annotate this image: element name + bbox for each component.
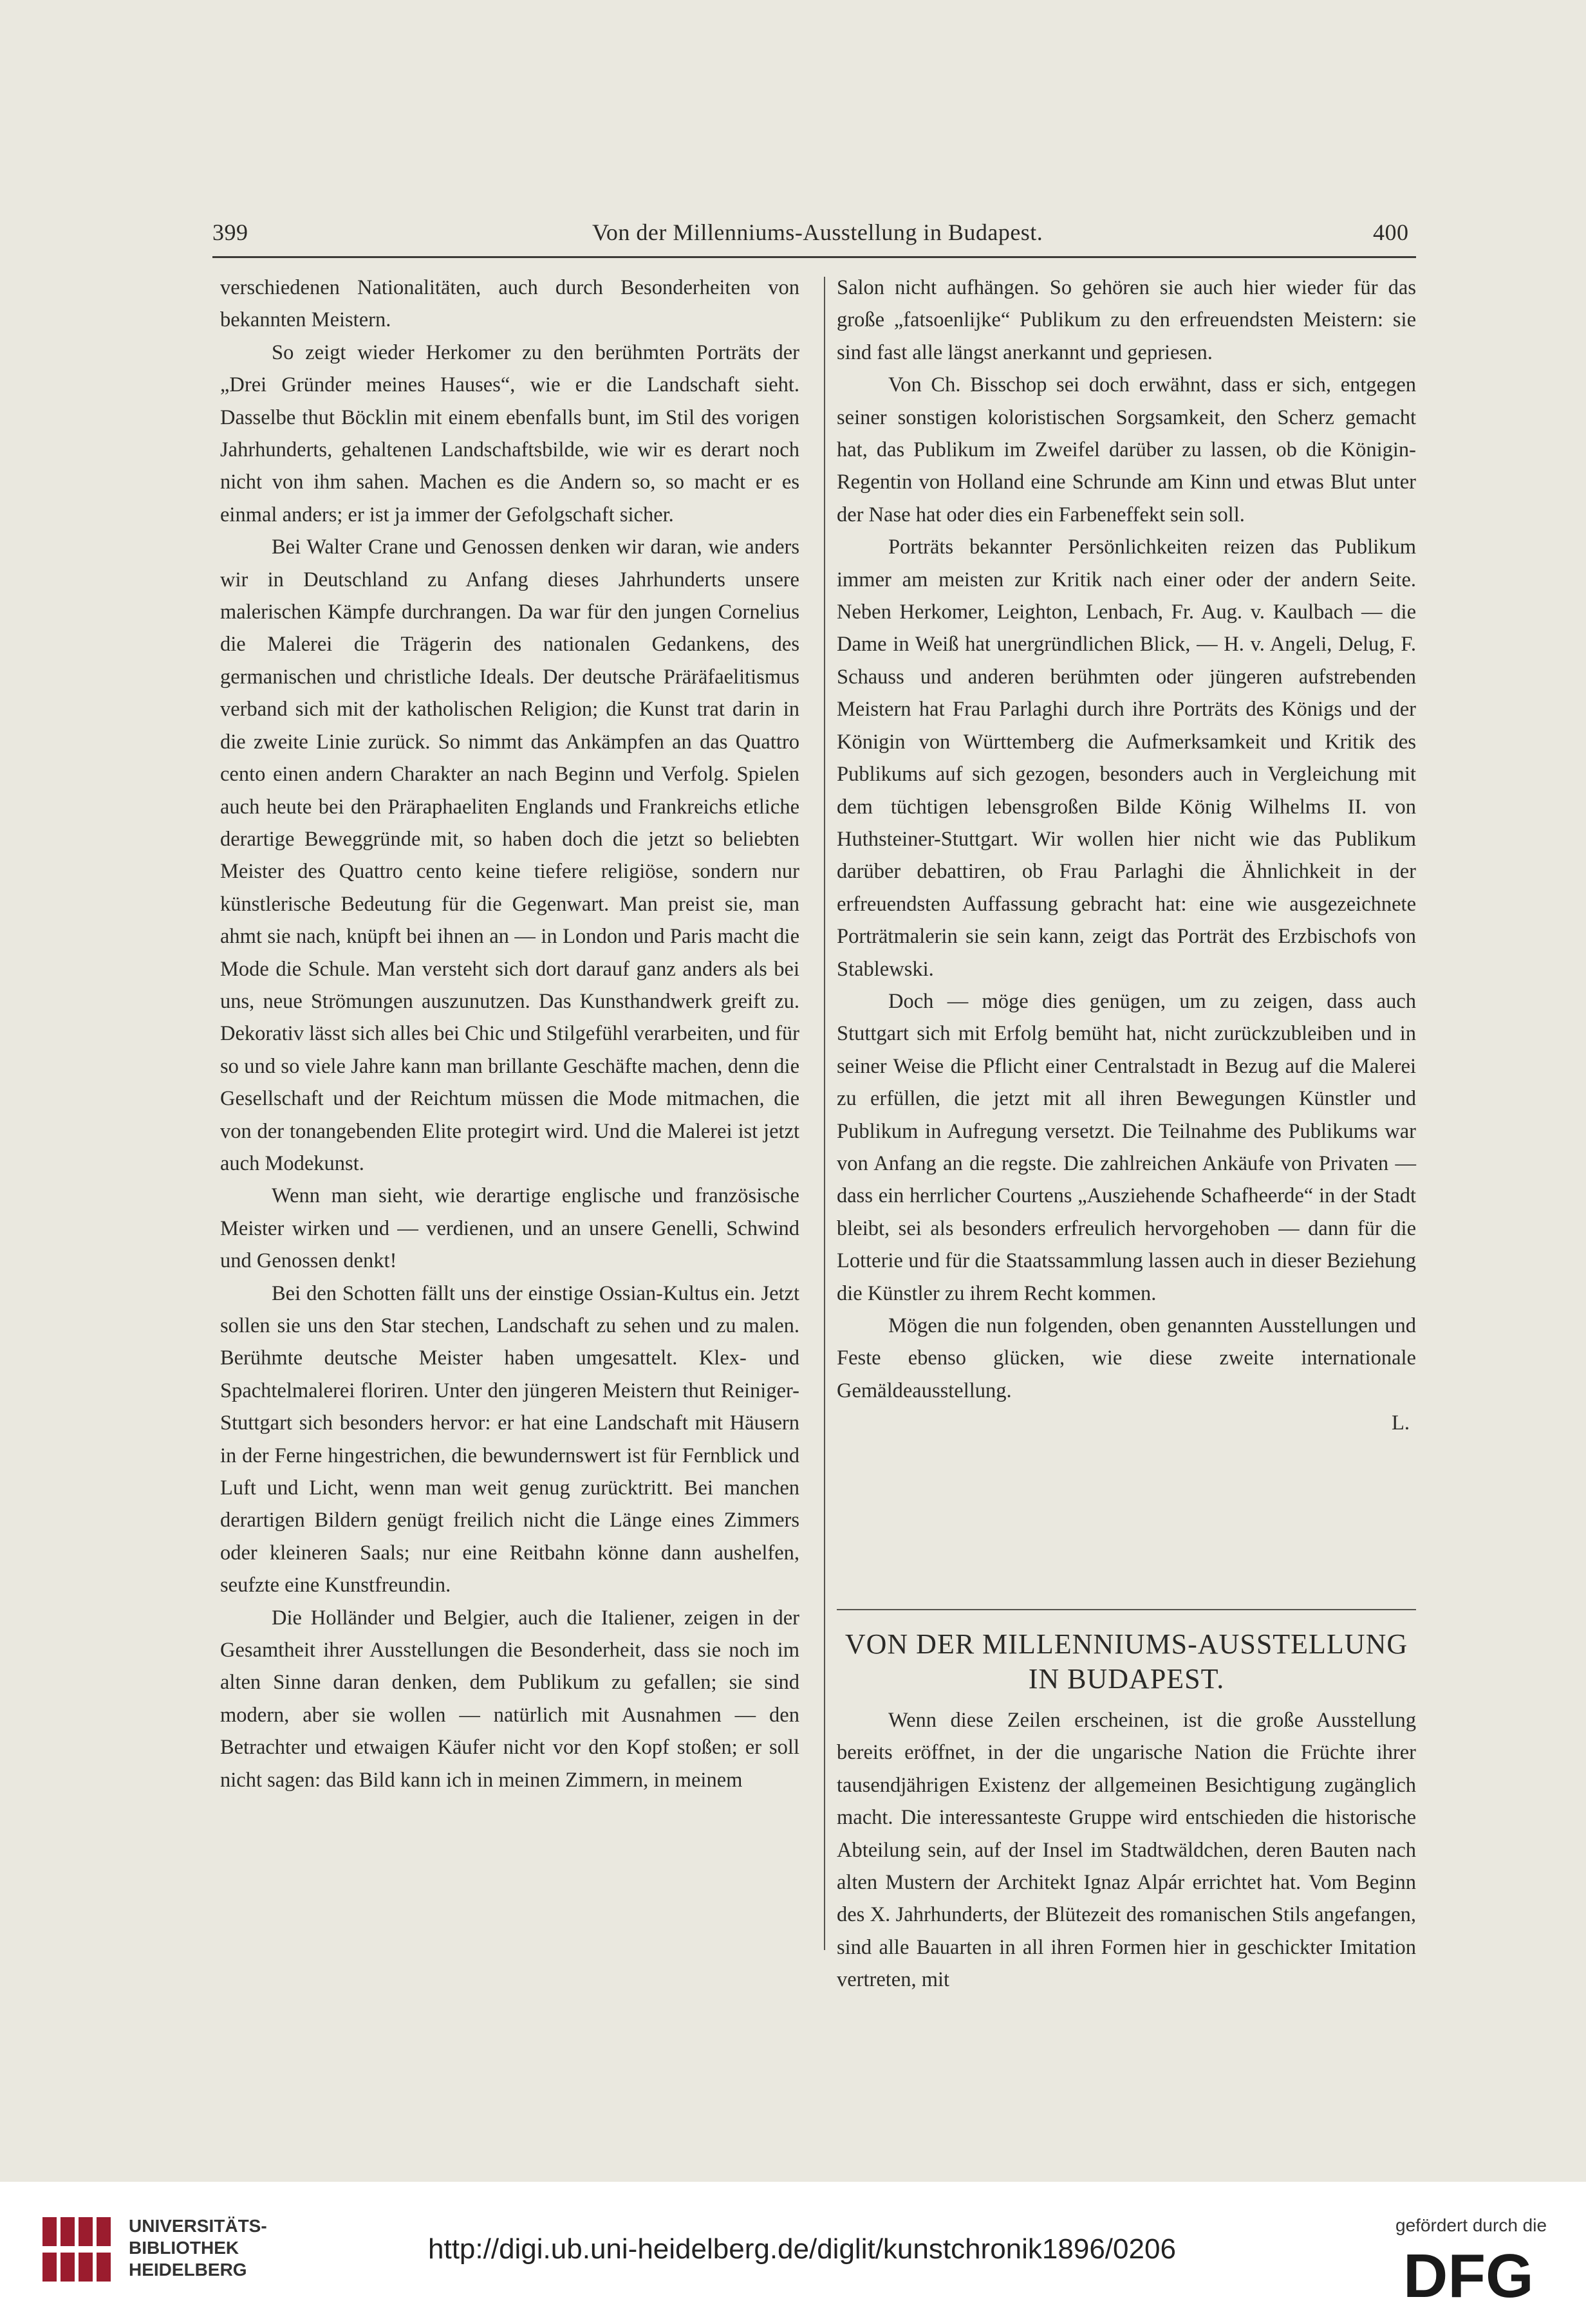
section-title-line2: IN BUDAPEST.: [1028, 1663, 1225, 1695]
paragraph: Porträts bekannter Persönlichkeiten reizen das Publikum immer am meisten zur Kritik nach einer oder der andern Seite. Neben Herkomer, Leighton, Lenbach, Fr. Aug. v. Kaulbach — die Dame in Weiß hat unergründlichen Blick, — H. v. Angeli, Delug, F. Schauss und anderen berühmten oder jüngeren aufstrebenden Meistern hat Frau Parlaghi durch ihre Porträts des Königs und der Königin von Württemberg die Aufmerksamkeit und Kritik des Publikums auf sich gezogen, besonders auch in Vergleichung mit dem tüchtigen lebensgroßen Bilde König Wilhelms II. von Huthsteiner-Stuttgart. Wir wollen hier nicht wie das Publikum darüber debattiren, ob Frau Parlaghi die Ähnlichkeit in der erfreuendsten Auffassung gebracht hat: eine wie ausgezeichnete Porträtmalerin sie sein kann, zeigt das Porträt des Erzbischofs von Stablewski.: [837, 535, 1416, 981]
svg-text:DFG: DFG: [1403, 2243, 1534, 2305]
paragraph: Wenn man sieht, wie derartige englische und französische Meister wirken und — verdienen, und an unsere Genelli, Schwind und Genossen denkt!: [220, 1184, 799, 1273]
paragraph: Bei den Schotten fällt uns der einstige Ossian-Kultus ein. Jetzt sollen sie uns den Star stechen, Landschaft zu sehen und zu malen. Berühmte deutsche Meister haben umgesattelt. Klex- und Spachtelmalerei floriren. Unter den jüngeren Meistern thut Reiniger-Stuttgart sich besonders hervor: er hat eine Landschaft mit Häusern in der Ferne hingestrichen, die bewundernswert ist für Fernblick und Luft und Licht, wenn man weit genug zurücktritt. Bei manchen derartigen Bildern genügt freilich nicht die Länge eines Zimmers oder kleineren Saals; nur eine Reitbahn könne dann aushelfen, seufzte eine Kunstfreundin.: [220, 1281, 799, 1597]
paragraph: Die Holländer und Belgier, auch die Italiener, zeigen in der Gesamtheit ihrer Ausstellungen die Besonderheit, dass sie noch im alten Sinne daran denken, dem Publikum zu gefallen; sie sind modern, aber sie wollen — natürlich mit Ausnahmen — den Betrachter und etwaigen Käufer nicht vor den Kopf stoßen; er soll nicht sagen: das Bild kann ich in meinen Zimmern, in meinem: [220, 1606, 799, 1792]
funding-label: gefördert durch die: [1395, 2215, 1547, 2235]
source-link[interactable]: http://digi.ub.uni-heidelberg.de/diglit/kunstchronik1896/0206: [428, 2233, 1176, 2265]
paragraph: Salon nicht aufhängen. So gehören sie auch hier wieder für das große „fatsoenlijke“ Publikum zu den erfreuendsten Meistern: sie sind fast alle längst anerkannt und gepriesen.: [837, 276, 1416, 364]
section-title-line1: VON DER MILLENNIUMS-AUSSTELLUNG: [844, 1628, 1408, 1660]
dfg-logo-icon: [1403, 2243, 1564, 2305]
paragraph: Von Ch. Bisschop sei doch erwähnt, dass er sich, entgegen seiner sonstigen koloristischen Sorgsamkeit, den Scherz gemacht hat, das Publikum im Zweifel darüber zu lassen, ob die Königin-Regentin von Holland eine Schrunde am Kinn und etwas Blut unter der Nase hat oder dies ein Farbeneffekt sein soll.: [837, 373, 1416, 526]
column-divider: [824, 277, 825, 1950]
paragraph: Wenn diese Zeilen erscheinen, ist die große Ausstellung bereits eröffnet, in der die ungarische Nation die Früchte ihrer tausendjährigen Existenz der allgemeinen Besichtigung zugänglich macht. Die interessanteste Gruppe wird entschieden die historische Abteilung sein, auf der Insel im Stadtwäldchen, deren Bauten nach alten Mustern der Architekt Ignaz Alpár errichtet hat. Vom Beginn des X. Jahrhunderts, der Blütezeit des romanischen Stils angefangen, sind alle Bauarten in all ihren Formen hier in geschickter Imitation vertreten, mit: [837, 1709, 1416, 1992]
running-title: Von der Millenniums-Ausstellung in Budapest.: [592, 219, 1043, 245]
paragraph: verschiedenen Nationalitäten, auch durch Besonderheiten von bekannten Meistern.: [220, 276, 799, 332]
paragraph: Doch — möge dies genügen, um zu zeigen, dass auch Stuttgart sich mit Erfolg bemüht hat, nicht zurückzubleiben und in seiner Weise die Pflicht einer Centralstadt in Bezug auf die Malerei zu erfüllen, die jetzt mit all ihren Bewegungen Künstler und Publikum in Aufregung versetzt. Die Teilnahme des Publikums war von Anfang an die regste. Die zahlreichen Ankäufe von Privaten — dass ein herrlicher Courtens „Ausziehende Schafheerde“ in der Stadt bleibt, sei als besonders erfreulich hervorgehoben — dann für die Lotterie und für die Staatssammlung lassen auch in dieser Beziehung die Künstler zu ihrem Recht kommen.: [837, 989, 1416, 1305]
paragraph: Mögen die nun folgenden, oben genannten Ausstellungen und Feste ebenso glücken, wie diese zweite internationale Gemäldeausstellung.: [837, 1314, 1416, 1402]
page-number-right: 400: [1373, 219, 1409, 245]
left-column: [220, 272, 799, 1796]
page-number-left: 399: [212, 219, 248, 245]
header-rule: [212, 256, 1416, 258]
footer-bar: [0, 2182, 1586, 2324]
university-library-logo-icon: [39, 2211, 116, 2288]
section-rule: [837, 1609, 1416, 1610]
signature: L.: [1392, 1411, 1410, 1435]
new-section: [837, 1627, 1416, 1996]
library-name: UNIVERSITÄTS- BIBLIOTHEK HEIDELBERG: [129, 2216, 267, 2280]
paragraph: So zeigt wieder Herkomer zu den berühmten Porträts der „Drei Gründer meines Hauses“, wie er die Landschaft sieht. Dasselbe thut Böcklin mit einem ebenfalls bunt, im Stil des vorigen Jahrhunderts, gehaltenen Landschaftsbilde, wie wir es derart noch nicht von ihm sahen. Machen es die Andern so, so macht er es einmal anders; er ist ja immer der Gefolgschaft sicher.: [220, 340, 799, 526]
right-column: [837, 272, 1416, 1440]
paragraph: Bei Walter Crane und Genossen denken wir daran, wie anders wir in Deutschland zu Anfang dieses Jahrhunderts unsere malerischen Kämpfe durchrangen. Da war für den jungen Cornelius die Malerei die Trägerin des nationalen Gedankens, des germanischen und christliche Ideals. Der deutsche Präräfaelitismus verband sich mit der katholischen Religion; die Kunst trat darin in die zweite Linie zurück. So nimmt das Ankämpfen an das Quattro cento einen andern Charakter an nach Beginn und Verfolg. Spielen auch heute bei den Präraphaeliten Englands und Frankreichs etliche derartige Beweggründe mit, so haben doch die jetzt so beliebten Meister des Quattro cento keine tiefere religiöse, sondern nur künstlerische Bedeutung für die Gegenwart. Man preist sie, man ahmt sie nach, knüpft bei ihnen an — in London und Paris macht die Mode die Schule. Man versteht sich dort darauf ganz anders als bei uns, neue Strömungen auszunutzen. Das Kunsthandwerk greift zu. Dekorativ lässt sich alles bei Chic und Stilgefühl verarbeiten, und für so und so viele Jahre kann man brillante Geschäfte machen, denn die Gesellschaft und der Reichtum müssen die Mode mitmachen, die von der tonangebenden Elite protegirt wird. Und die Malerei ist jetzt auch Modekunst.: [220, 535, 799, 1175]
